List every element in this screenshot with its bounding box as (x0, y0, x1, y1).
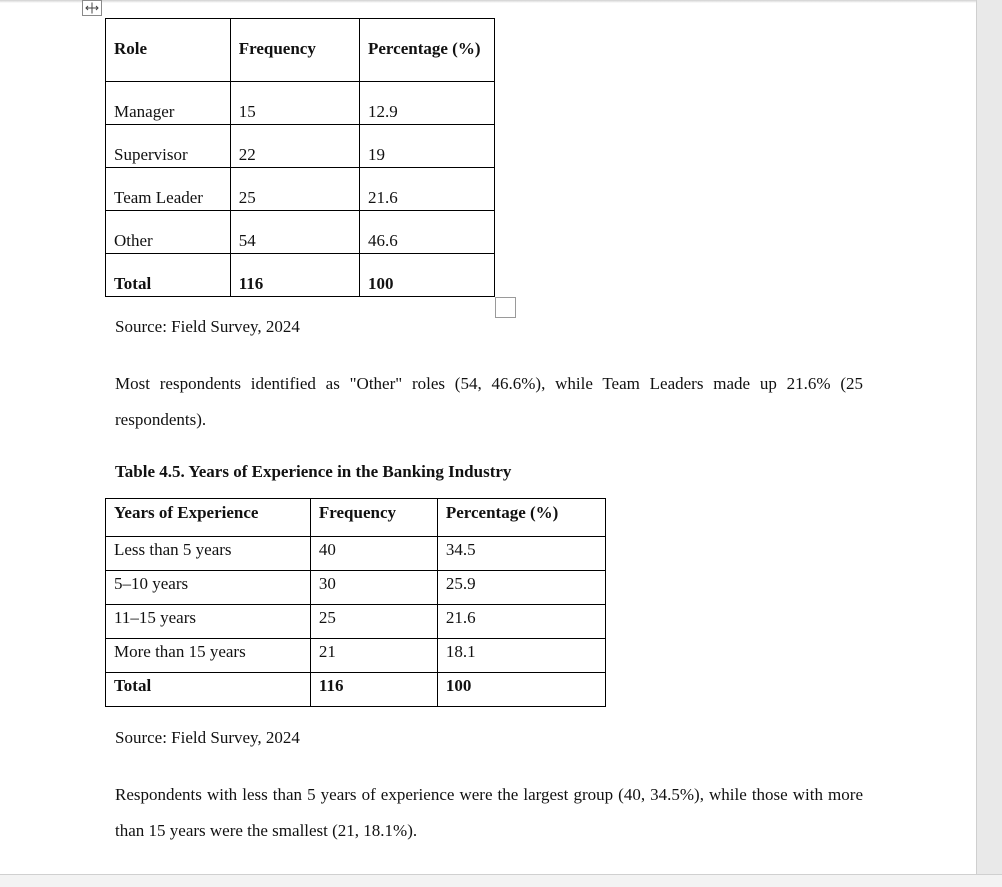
table-header-row (106, 499, 606, 537)
cell-role: Manager (106, 82, 231, 125)
table-row (106, 168, 495, 211)
table-row (106, 82, 495, 125)
cell-role: Other (106, 211, 231, 254)
header-frequency: Frequency (230, 19, 359, 82)
roles-table-source: Source: Field Survey, 2024 (115, 317, 300, 336)
cell-years: Less than 5 years (106, 537, 311, 571)
cell-percentage: 34.5 (437, 537, 605, 571)
cell-frequency: 25 (310, 605, 437, 639)
cell-percentage: 46.6 (359, 211, 494, 254)
table-resize-handle-icon[interactable] (495, 297, 516, 318)
page-top-edge (0, 0, 976, 3)
experience-table (105, 498, 606, 707)
cell-percentage: 21.6 (437, 605, 605, 639)
table-row (106, 125, 495, 168)
table-row (106, 537, 606, 571)
cell-frequency: 54 (230, 211, 359, 254)
cell-frequency: 40 (310, 537, 437, 571)
cell-total-percentage: 100 (437, 673, 605, 707)
table-header-row (106, 19, 495, 82)
cell-role: Team Leader (106, 168, 231, 211)
table-row (106, 211, 495, 254)
cell-frequency: 25 (230, 168, 359, 211)
roles-paragraph: Most respondents identified as "Other" roles (54, 46.6%), while Team Leaders made up 21.6% (25 respondents). (115, 374, 863, 429)
cell-percentage: 18.1 (437, 639, 605, 673)
table-total-row (106, 673, 606, 707)
cell-total-frequency: 116 (310, 673, 437, 707)
cell-percentage: 19 (359, 125, 494, 168)
roles-table (105, 18, 495, 297)
cell-role: Supervisor (106, 125, 231, 168)
cell-years: 11–15 years (106, 605, 311, 639)
cell-years: More than 15 years (106, 639, 311, 673)
table-row (106, 605, 606, 639)
cell-frequency: 30 (310, 571, 437, 605)
experience-table-source: Source: Field Survey, 2024 (115, 728, 300, 747)
header-role: Role (106, 19, 231, 82)
experience-table-caption: Table 4.5. Years of Experience in the Banking Industry (115, 462, 512, 481)
header-frequency: Frequency (310, 499, 437, 537)
cell-percentage: 25.9 (437, 571, 605, 605)
status-bar (0, 874, 1002, 887)
cell-years: 5–10 years (106, 571, 311, 605)
table-row (106, 571, 606, 605)
experience-paragraph: Respondents with less than 5 years of experience were the largest group (40, 34.5%), while those with more than 15 years were the smallest (21, 18.1%). (115, 785, 863, 840)
cell-frequency: 21 (310, 639, 437, 673)
cell-percentage: 12.9 (359, 82, 494, 125)
header-years: Years of Experience (106, 499, 311, 537)
table-move-handle-icon[interactable] (82, 0, 102, 16)
cell-total-label: Total (106, 673, 311, 707)
cell-total-frequency: 116 (230, 254, 359, 297)
cell-total-label: Total (106, 254, 231, 297)
cell-percentage: 21.6 (359, 168, 494, 211)
header-percentage: Percentage (%) (437, 499, 605, 537)
table-row (106, 639, 606, 673)
table-total-row (106, 254, 495, 297)
cell-frequency: 22 (230, 125, 359, 168)
cell-frequency: 15 (230, 82, 359, 125)
cell-total-percentage: 100 (359, 254, 494, 297)
header-percentage: Percentage (%) (359, 19, 494, 82)
